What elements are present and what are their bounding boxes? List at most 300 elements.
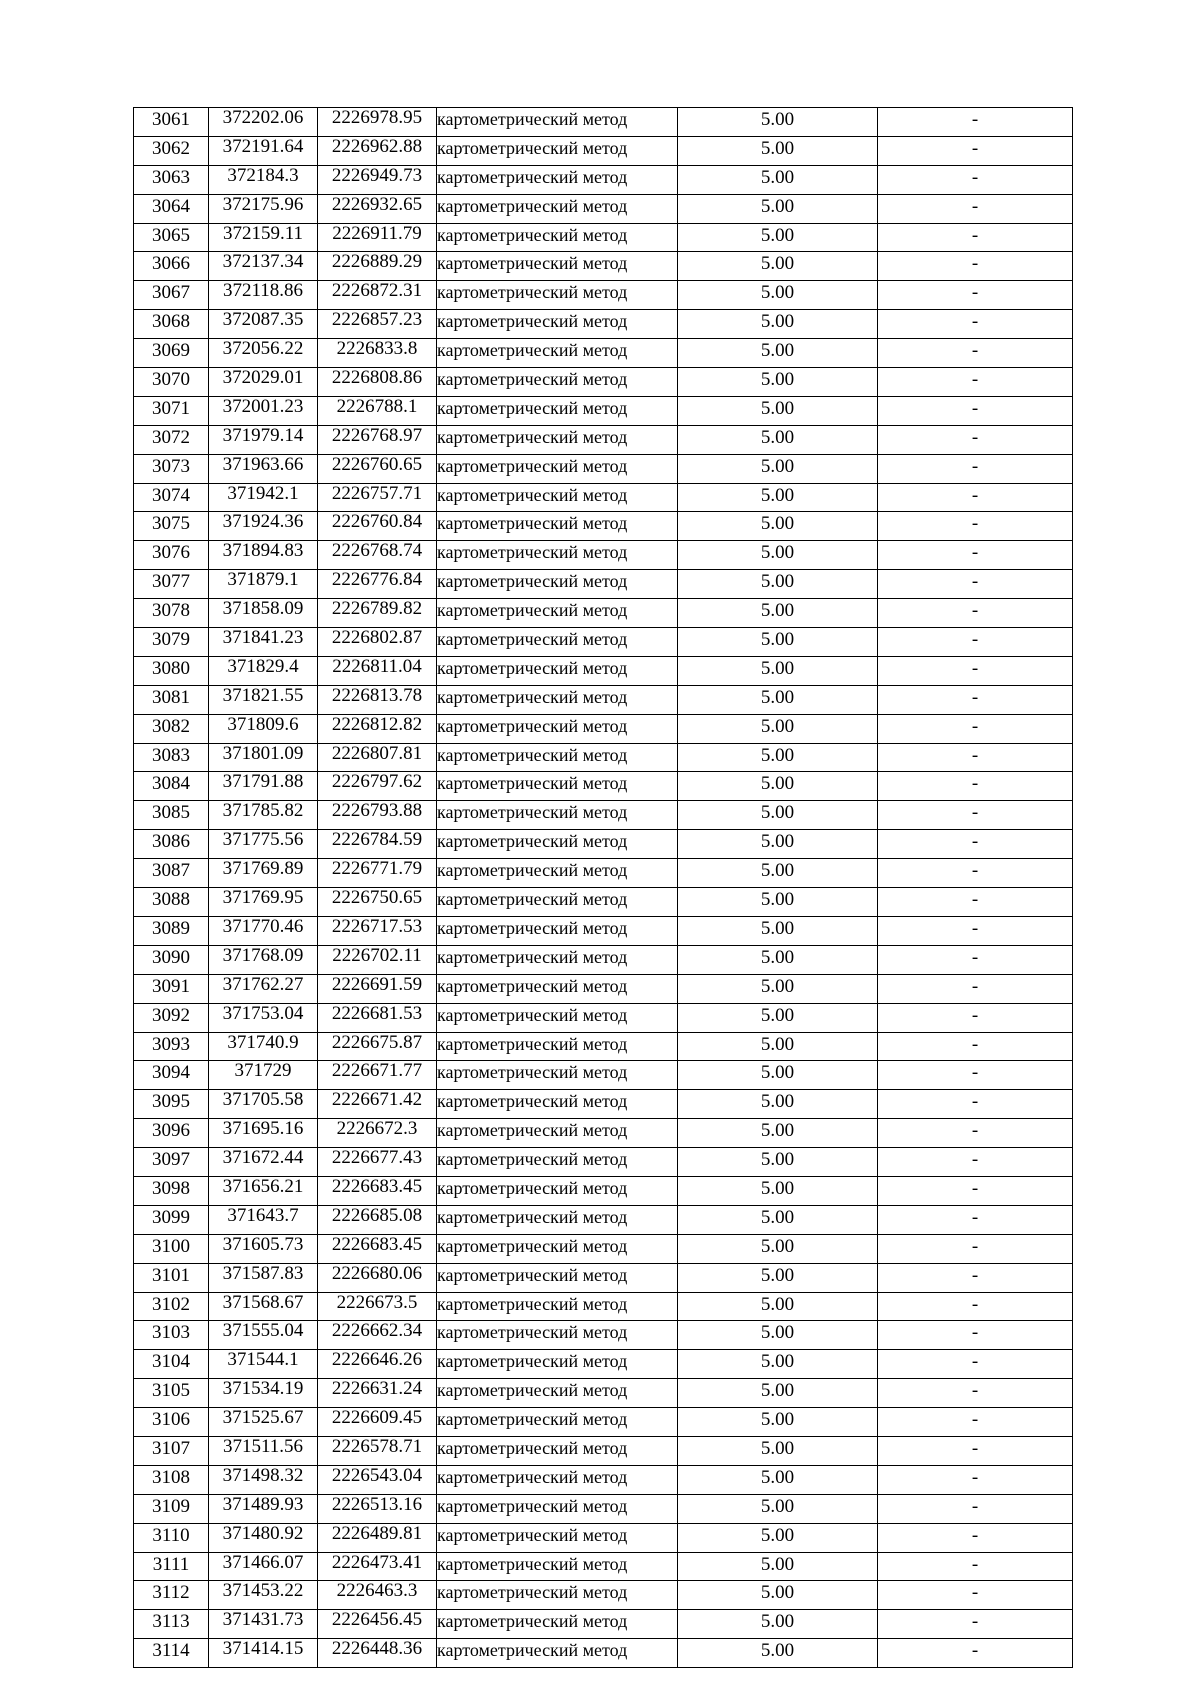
method-cell-text: картометрический метод: [437, 600, 628, 621]
point-number-cell-text: 3101: [152, 1264, 190, 1286]
table-row: [134, 945, 1073, 974]
precision-cell-text: 5.00: [760, 1293, 795, 1315]
method-cell-text: картометрический метод: [437, 1322, 628, 1343]
method-cell-text: картометрический метод: [437, 1524, 628, 1545]
precision-cell-text: 5.00: [760, 1062, 795, 1084]
table-row: [134, 1610, 1073, 1639]
table-row: [134, 1581, 1073, 1610]
method-cell: [437, 1148, 678, 1177]
method-cell-text: картометрический метод: [437, 1149, 628, 1170]
point-number-cell: [134, 772, 209, 801]
precision-cell: [678, 1436, 878, 1465]
y-coordinate-cell: [318, 1379, 437, 1408]
table-row: [134, 1032, 1073, 1061]
precision-cell: [678, 1350, 878, 1379]
y-coordinate-cell-text: 2226789.82: [331, 598, 423, 620]
precision-cell-text: 5.00: [760, 600, 795, 622]
method-cell-text: картометрический метод: [437, 1409, 628, 1430]
point-number-cell-text: 3076: [152, 542, 190, 564]
description-cell: [878, 368, 1073, 397]
x-coordinate-cell-text: 371643.7: [227, 1205, 299, 1226]
point-number-cell: [134, 801, 209, 830]
y-coordinate-cell-text: 2226802.87: [331, 627, 423, 649]
precision-cell-text: 5.00: [760, 109, 795, 130]
precision-cell-text: 5.00: [760, 253, 795, 275]
method-cell: [437, 772, 678, 801]
x-coordinate-cell-text: 371414.15: [222, 1638, 304, 1660]
precision-cell: [678, 339, 878, 368]
y-coordinate-cell: [318, 1176, 437, 1205]
point-number-cell: [134, 483, 209, 512]
method-cell: [437, 1032, 678, 1061]
precision-cell-text: 5.00: [760, 426, 795, 448]
x-coordinate-cell-text: 371770.46: [222, 916, 304, 937]
table-row: [134, 454, 1073, 483]
method-cell-text: картометрический метод: [437, 1033, 628, 1054]
description-cell-text: -: [971, 426, 979, 448]
x-coordinate-cell-text: 371775.56: [222, 829, 304, 851]
y-coordinate-cell: [318, 1610, 437, 1639]
description-cell-text: -: [971, 1091, 979, 1113]
point-number-cell: [134, 1061, 209, 1090]
point-number-cell-text: 3068: [152, 311, 190, 333]
table-row: [134, 310, 1073, 339]
x-coordinate-cell-text: 371762.27: [222, 974, 304, 995]
x-coordinate-cell-text: 371979.14: [222, 425, 304, 446]
y-coordinate-cell: [318, 165, 437, 194]
y-coordinate-cell-text: 2226717.53: [331, 916, 423, 937]
x-coordinate-cell-text: 371525.67: [222, 1407, 304, 1429]
description-cell-text: -: [971, 455, 979, 477]
point-number-cell-text: 3078: [152, 600, 190, 622]
precision-cell-text: 5.00: [760, 542, 795, 564]
description-cell: [878, 743, 1073, 772]
x-coordinate-cell-text: 371841.23: [222, 627, 304, 649]
precision-cell: [678, 1148, 878, 1177]
description-cell-text: -: [971, 600, 979, 622]
point-number-cell: [134, 1581, 209, 1610]
x-coordinate-cell: [209, 165, 318, 194]
description-cell: [878, 945, 1073, 974]
method-cell-text: картометрический метод: [437, 1062, 628, 1083]
x-coordinate-cell-text: 371729: [234, 1060, 292, 1082]
point-number-cell: [134, 1494, 209, 1523]
x-coordinate-cell-text: 371894.83: [222, 540, 304, 562]
x-coordinate-cell: [209, 1379, 318, 1408]
point-number-cell: [134, 945, 209, 974]
precision-cell: [678, 1003, 878, 1032]
x-coordinate-cell-text: 371555.04: [222, 1320, 304, 1342]
point-number-cell-text: 3065: [152, 224, 190, 246]
precision-cell-text: 5.00: [760, 166, 795, 188]
method-cell-text: картометрический метод: [437, 455, 628, 476]
x-coordinate-cell-text: 371466.07: [222, 1552, 304, 1573]
y-coordinate-cell-text: 2226768.74: [331, 540, 423, 562]
table-row: [134, 425, 1073, 454]
precision-cell: [678, 888, 878, 917]
method-cell: [437, 1090, 678, 1119]
method-cell: [437, 1523, 678, 1552]
description-cell: [878, 1292, 1073, 1321]
y-coordinate-cell-text: 2226578.71: [331, 1436, 423, 1457]
method-cell: [437, 1581, 678, 1610]
precision-cell: [678, 974, 878, 1003]
point-number-cell-text: 3089: [152, 917, 190, 939]
description-cell-text: -: [971, 1004, 979, 1026]
y-coordinate-cell-text: 2226813.78: [331, 685, 423, 706]
point-number-cell: [134, 165, 209, 194]
x-coordinate-cell: [209, 1610, 318, 1639]
method-cell: [437, 1436, 678, 1465]
point-number-cell: [134, 916, 209, 945]
method-cell-text: картометрический метод: [437, 686, 628, 707]
method-cell-text: картометрический метод: [437, 109, 628, 129]
description-cell-text: -: [971, 686, 979, 708]
description-cell: [878, 685, 1073, 714]
precision-cell: [678, 656, 878, 685]
y-coordinate-cell-text: 2226677.43: [331, 1147, 423, 1169]
description-cell: [878, 1176, 1073, 1205]
method-cell: [437, 801, 678, 830]
y-coordinate-cell: [318, 454, 437, 483]
y-coordinate-cell: [318, 281, 437, 310]
point-number-cell: [134, 1321, 209, 1350]
description-cell: [878, 628, 1073, 657]
point-number-cell-text: 3090: [152, 946, 190, 968]
y-coordinate-cell: [318, 1032, 437, 1061]
point-number-cell: [134, 1436, 209, 1465]
precision-cell: [678, 252, 878, 281]
method-cell-text: картометрический метод: [437, 1206, 628, 1227]
method-cell-text: картометрический метод: [437, 340, 628, 361]
x-coordinate-cell: [209, 1465, 318, 1494]
method-cell: [437, 136, 678, 165]
description-cell: [878, 1350, 1073, 1379]
precision-cell-text: 5.00: [760, 629, 795, 651]
x-coordinate-cell: [209, 628, 318, 657]
method-cell: [437, 396, 678, 425]
method-cell-text: картометрический метод: [437, 542, 628, 563]
point-number-cell-text: 3075: [152, 513, 190, 535]
y-coordinate-cell: [318, 194, 437, 223]
point-number-cell-text: 3086: [152, 831, 190, 853]
description-cell-text: -: [971, 1206, 979, 1228]
table-row: [134, 1379, 1073, 1408]
x-coordinate-cell-text: 372056.22: [222, 338, 304, 360]
description-cell-text: -: [971, 253, 979, 275]
table-row: [134, 685, 1073, 714]
precision-cell: [678, 425, 878, 454]
description-cell-text: -: [971, 773, 979, 795]
method-cell-text: картометрический метод: [437, 1351, 628, 1372]
precision-cell-text: 5.00: [760, 715, 795, 737]
x-coordinate-cell: [209, 714, 318, 743]
method-cell: [437, 1205, 678, 1234]
method-cell-text: картометрический метод: [437, 513, 628, 534]
y-coordinate-cell: [318, 339, 437, 368]
description-cell: [878, 281, 1073, 310]
precision-cell-text: 5.00: [760, 1524, 795, 1546]
precision-cell: [678, 1639, 878, 1668]
y-coordinate-cell: [318, 1119, 437, 1148]
precision-cell: [678, 223, 878, 252]
point-number-cell-text: 3095: [152, 1091, 190, 1113]
method-cell: [437, 628, 678, 657]
table-row: [134, 656, 1073, 685]
x-coordinate-cell-text: 371768.09: [222, 945, 304, 966]
description-cell-text: -: [971, 311, 979, 333]
y-coordinate-cell-text: 2226609.45: [331, 1407, 423, 1429]
table-row: [134, 801, 1073, 830]
description-cell: [878, 1523, 1073, 1552]
x-coordinate-cell: [209, 685, 318, 714]
point-number-cell-text: 3072: [152, 426, 190, 448]
method-cell: [437, 888, 678, 917]
description-cell-text: -: [971, 195, 979, 217]
precision-cell-text: 5.00: [760, 1351, 795, 1373]
precision-cell-text: 5.00: [760, 455, 795, 477]
method-cell: [437, 483, 678, 512]
y-coordinate-cell: [318, 483, 437, 512]
point-number-cell: [134, 599, 209, 628]
precision-cell-text: 5.00: [760, 340, 795, 362]
method-cell-text: картометрический метод: [437, 1553, 628, 1574]
point-number-cell-text: 3093: [152, 1033, 190, 1055]
table-row: [134, 165, 1073, 194]
y-coordinate-cell-text: 2226932.65: [331, 194, 423, 215]
precision-cell-text: 5.00: [760, 773, 795, 795]
point-number-cell-text: 3112: [152, 1582, 190, 1604]
description-cell: [878, 1205, 1073, 1234]
x-coordinate-cell-text: 372159.11: [222, 223, 304, 244]
point-number-cell: [134, 310, 209, 339]
x-coordinate-cell: [209, 1003, 318, 1032]
method-cell-text: картометрический метод: [437, 1640, 628, 1661]
method-cell: [437, 368, 678, 397]
y-coordinate-cell: [318, 368, 437, 397]
x-coordinate-cell: [209, 1176, 318, 1205]
precision-cell: [678, 1494, 878, 1523]
y-coordinate-cell-text: 2226808.86: [331, 367, 423, 389]
description-cell-text: -: [971, 1437, 979, 1459]
table-row: [134, 1494, 1073, 1523]
method-cell-text: картометрический метод: [437, 802, 628, 823]
point-number-cell: [134, 1523, 209, 1552]
point-number-cell: [134, 1234, 209, 1263]
point-number-cell: [134, 888, 209, 917]
description-cell: [878, 1090, 1073, 1119]
y-coordinate-cell: [318, 1234, 437, 1263]
precision-cell-text: 5.00: [760, 1004, 795, 1026]
method-cell: [437, 425, 678, 454]
y-coordinate-cell: [318, 974, 437, 1003]
y-coordinate-cell-text: 2226784.59: [331, 829, 423, 851]
y-coordinate-cell: [318, 108, 437, 137]
method-cell: [437, 1379, 678, 1408]
precision-cell: [678, 1292, 878, 1321]
description-cell-text: -: [971, 1582, 979, 1604]
x-coordinate-cell: [209, 1408, 318, 1437]
x-coordinate-cell: [209, 1263, 318, 1292]
description-cell: [878, 714, 1073, 743]
point-number-cell: [134, 685, 209, 714]
y-coordinate-cell: [318, 1552, 437, 1581]
description-cell-text: -: [971, 1149, 979, 1171]
point-number-cell-text: 3073: [152, 455, 190, 477]
point-number-cell-text: 3079: [152, 629, 190, 651]
description-cell: [878, 1234, 1073, 1263]
table-row: [134, 1523, 1073, 1552]
description-cell: [878, 1610, 1073, 1639]
method-cell: [437, 974, 678, 1003]
precision-cell-text: 5.00: [760, 1611, 795, 1633]
y-coordinate-cell: [318, 1494, 437, 1523]
description-cell: [878, 339, 1073, 368]
y-coordinate-cell-text: 2226812.82: [331, 714, 423, 735]
precision-cell: [678, 1263, 878, 1292]
point-number-cell-text: 3108: [152, 1466, 190, 1488]
y-coordinate-cell-text: 2226662.34: [331, 1320, 423, 1342]
precision-cell-text: 5.00: [760, 1640, 795, 1662]
precision-cell: [678, 916, 878, 945]
table-row: [134, 1263, 1073, 1292]
point-number-cell-text: 3064: [152, 195, 190, 217]
point-number-cell: [134, 570, 209, 599]
x-coordinate-cell: [209, 1205, 318, 1234]
precision-cell-text: 5.00: [760, 224, 795, 246]
point-number-cell-text: 3087: [152, 860, 190, 882]
precision-cell-text: 5.00: [760, 1149, 795, 1171]
point-number-cell-text: 3102: [152, 1293, 190, 1315]
method-cell: [437, 743, 678, 772]
x-coordinate-cell-text: 372118.86: [222, 280, 304, 302]
x-coordinate-cell: [209, 368, 318, 397]
y-coordinate-cell: [318, 223, 437, 252]
table-row: [134, 1003, 1073, 1032]
precision-cell: [678, 685, 878, 714]
y-coordinate-cell: [318, 396, 437, 425]
table-row: [134, 512, 1073, 541]
method-cell: [437, 223, 678, 252]
precision-cell-text: 5.00: [760, 1235, 795, 1257]
precision-cell: [678, 165, 878, 194]
x-coordinate-cell: [209, 743, 318, 772]
description-cell: [878, 396, 1073, 425]
point-number-cell: [134, 859, 209, 888]
point-number-cell-text: 3114: [152, 1640, 190, 1662]
y-coordinate-cell: [318, 656, 437, 685]
table-row: [134, 194, 1073, 223]
point-number-cell-text: 3098: [152, 1177, 190, 1199]
point-number-cell-text: 3107: [152, 1437, 190, 1459]
precision-cell: [678, 194, 878, 223]
table-row: [134, 136, 1073, 165]
method-cell-text: картометрический метод: [437, 917, 628, 938]
point-number-cell-text: 3071: [152, 397, 190, 419]
y-coordinate-cell-text: 2226489.81: [331, 1523, 423, 1544]
table-row: [134, 974, 1073, 1003]
precision-cell-text: 5.00: [760, 686, 795, 708]
method-cell-text: картометрический метод: [437, 889, 628, 910]
description-cell: [878, 570, 1073, 599]
method-cell: [437, 685, 678, 714]
x-coordinate-cell: [209, 425, 318, 454]
y-coordinate-cell-text: 2226683.45: [331, 1234, 423, 1255]
x-coordinate-cell: [209, 281, 318, 310]
point-number-cell-text: 3105: [152, 1380, 190, 1402]
table-row: [134, 772, 1073, 801]
method-cell-text: картометрический метод: [437, 1264, 628, 1285]
precision-cell-text: 5.00: [760, 917, 795, 939]
method-cell-text: картометрический метод: [437, 975, 628, 996]
y-coordinate-cell-text: 2226771.79: [331, 858, 423, 880]
y-coordinate-cell-text: 2226543.04: [331, 1465, 423, 1486]
y-coordinate-cell: [318, 685, 437, 714]
description-cell-text: -: [971, 1033, 979, 1055]
method-cell: [437, 108, 678, 137]
x-coordinate-cell-text: 371453.22: [222, 1580, 304, 1602]
precision-cell: [678, 772, 878, 801]
y-coordinate-cell: [318, 1263, 437, 1292]
y-coordinate-cell: [318, 772, 437, 801]
x-coordinate-cell-text: 371791.88: [222, 771, 304, 793]
description-cell: [878, 830, 1073, 859]
description-cell: [878, 1552, 1073, 1581]
point-number-cell-text: 3099: [152, 1206, 190, 1228]
point-number-cell-text: 3096: [152, 1120, 190, 1142]
x-coordinate-cell: [209, 483, 318, 512]
method-cell-text: картометрический метод: [437, 1611, 628, 1632]
precision-cell: [678, 541, 878, 570]
point-number-cell: [134, 194, 209, 223]
x-coordinate-cell: [209, 570, 318, 599]
y-coordinate-cell: [318, 1581, 437, 1610]
point-number-cell: [134, 628, 209, 657]
table-row: [134, 1321, 1073, 1350]
x-coordinate-cell-text: 371656.21: [222, 1176, 304, 1197]
point-number-cell-text: 3097: [152, 1149, 190, 1171]
description-cell: [878, 1581, 1073, 1610]
point-number-cell: [134, 512, 209, 541]
description-cell-text: -: [971, 802, 979, 824]
precision-cell-text: 5.00: [760, 513, 795, 535]
point-number-cell-text: 3084: [152, 773, 190, 795]
x-coordinate-cell-text: 371587.83: [222, 1263, 304, 1284]
precision-cell: [678, 396, 878, 425]
precision-cell: [678, 859, 878, 888]
x-coordinate-cell-text: 371511.56: [222, 1436, 304, 1457]
description-cell-text: -: [971, 166, 979, 188]
point-number-cell-text: 3104: [152, 1351, 190, 1373]
x-coordinate-cell-text: 371431.73: [222, 1609, 304, 1631]
table-row: [134, 541, 1073, 570]
point-number-cell-text: 3074: [152, 484, 190, 506]
description-cell: [878, 108, 1073, 137]
x-coordinate-cell: [209, 1436, 318, 1465]
x-coordinate-cell-text: 371769.95: [222, 887, 304, 909]
description-cell: [878, 888, 1073, 917]
y-coordinate-cell-text: 2226448.36: [331, 1638, 423, 1660]
method-cell-text: картометрический метод: [437, 860, 628, 881]
method-cell: [437, 945, 678, 974]
method-cell-text: картометрический метод: [437, 397, 628, 418]
point-number-cell: [134, 252, 209, 281]
x-coordinate-cell: [209, 396, 318, 425]
method-cell-text: картометрический метод: [437, 1177, 628, 1198]
y-coordinate-cell: [318, 830, 437, 859]
description-cell: [878, 859, 1073, 888]
y-coordinate-cell: [318, 714, 437, 743]
